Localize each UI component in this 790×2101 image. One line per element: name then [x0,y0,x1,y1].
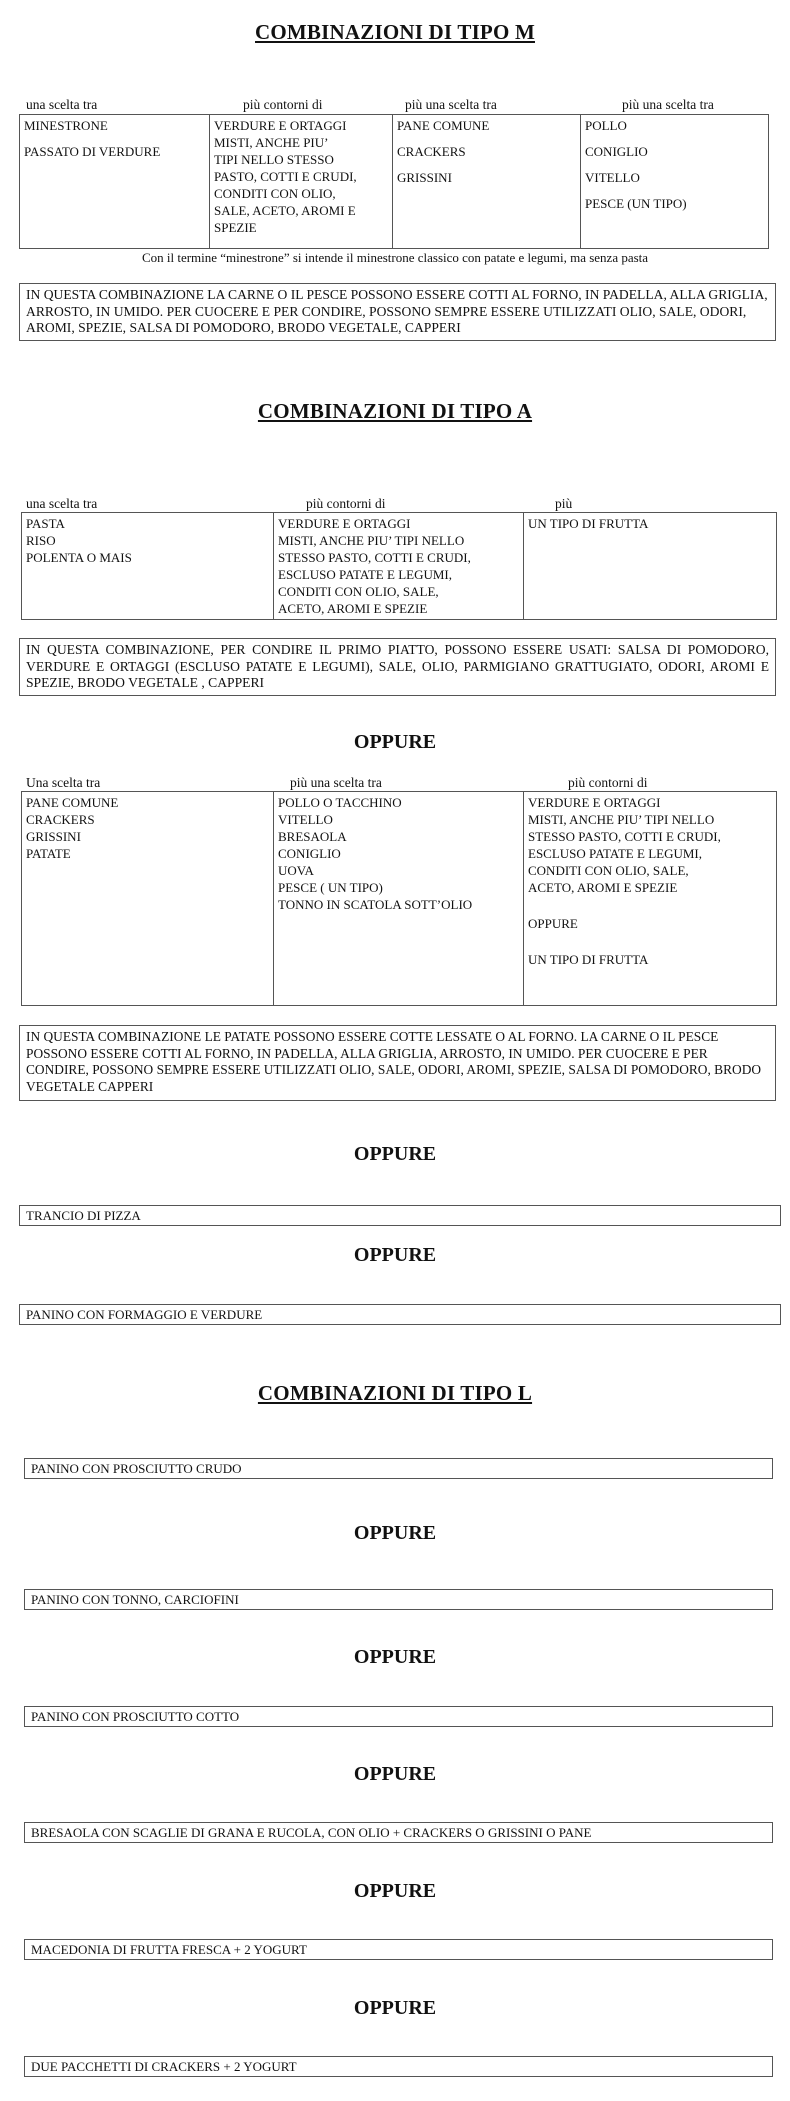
title-tipo-l: COMBINAZIONI DI TIPO L [257,1381,533,1405]
list-item: MISTI, ANCHE PIU’ TIPI NELLO [278,533,465,548]
list-item: CONIGLIO [278,846,341,861]
option-panino-formaggio: PANINO CON FORMAGGIO E VERDURE [19,1304,781,1325]
list-item: CONDITI CON OLIO, SALE, [278,584,439,599]
oppure-heading: OPPURE [353,731,437,753]
list-item: VERDURE E ORTAGGI [528,795,661,810]
cell-col2 [210,115,393,249]
list-item: CONIGLIO [585,144,648,159]
list-item: POLLO [585,118,627,133]
info-box-tipo-a: IN QUESTA COMBINAZIONE, PER CONDIRE IL PRIMO PIATTO, POSSONO ESSERE USATI: SALSA DI POMODORO, VERDURE E ORTAGGI (ESCLUSO PATATE E LEGUMI), SALE, OLIO, PARMIGIANO GRATTUGIATO, ODORI, AROMI E SPEZIE, BRODO VEGETALE , CAPPERI [19,638,776,696]
header-scelta-2: più una scelta tra [405,97,497,112]
header-piu: più [555,496,573,511]
info-box-tipo-m: IN QUESTA COMBINAZIONE LA CARNE O IL PESCE POSSONO ESSERE COTTI AL FORNO, IN PADELLA, ALLA GRIGLIA, ARROSTO, IN UMIDO. PER CUOCERE E PER CONDIRE, POSSONO SEMPRE ESSERE UTILIZZATI OLIO, SALE, ODORI, AROMI, SPEZIE, SALSA DI POMODORO, BRODO VEGETALE, CAPPERI [19,283,776,341]
oppure-heading: OPPURE [353,1646,437,1668]
minestrone-note: Con il termine “minestrone” si intende il minestrone classico con patate e legumi, ma senza pasta [141,250,649,265]
oppure-heading: OPPURE [353,1997,437,2019]
inline-oppure: OPPURE [528,916,578,931]
cell-col1 [22,513,274,620]
header-una-scelta: una scelta tra [26,97,98,112]
option-crackers-yogurt: DUE PACCHETTI DI CRACKERS + 2 YOGURT [24,2056,773,2077]
option-panino-crudo: PANINO CON PROSCIUTTO CRUDO [24,1458,773,1479]
cell-col3 [524,513,777,620]
list-item: POLLO O TACCHINO [278,795,402,810]
cell-col4 [581,115,769,249]
list-item: PANE COMUNE [26,795,119,810]
list-item: VITELLO [278,812,333,827]
title-tipo-a: COMBINAZIONI DI TIPO A [257,399,533,423]
option-panino-tonno: PANINO CON TONNO, CARCIOFINI [24,1589,773,1610]
list-item: ACETO, AROMI E SPEZIE [278,601,428,616]
oppure-heading: OPPURE [353,1763,437,1785]
option-panino-cotto: PANINO CON PROSCIUTTO COTTO [24,1706,773,1727]
header-scelta-2: più una scelta tra [290,775,382,790]
list-item: VERDURE E ORTAGGI [214,118,347,133]
list-item: RISO [26,533,56,548]
list-item: BRESAOLA [278,829,347,844]
cell-col1 [22,792,274,1006]
list-item: PATATE [26,846,71,861]
list-item: PASTA [26,516,65,531]
list-item: PESCE (UN TIPO) [585,196,687,211]
header-una-scelta: una scelta tra [26,496,98,511]
list-item: PASSATO DI VERDURE [24,144,161,159]
list-item: PANE COMUNE [397,118,490,133]
oppure-heading: OPPURE [353,1880,437,1902]
list-item: CONDITI CON OLIO, [214,186,336,201]
list-item: SPEZIE [214,220,257,235]
table-tipo-a-alt [21,791,777,1006]
list-item: CRACKERS [397,144,466,159]
list-item: ESCLUSO PATATE E LEGUMI, [528,846,702,861]
cell-col1 [20,115,210,249]
list-item: VERDURE E ORTAGGI [278,516,411,531]
list-item: CRACKERS [26,812,95,827]
option-macedonia: MACEDONIA DI FRUTTA FRESCA + 2 YOGURT [24,1939,773,1960]
info-box-tipo-a-alt: IN QUESTA COMBINAZIONE LE PATATE POSSONO ESSERE COTTE LESSATE O AL FORNO. LA CARNE O IL PESCE POSSONO ESSERE COTTI AL FORNO, IN PADELLA, ALLA GRIGLIA, ARROSTO, IN UMIDO. PER CUOCERE E PER CONDIRE, POSSONO SEMPRE ESSERE UTILIZZATI OLIO, SALE, ODORI, AROMI, SPEZIE, SALSA DI POMODORO, BRODO VEGETALE CAPPERI [19,1025,776,1101]
oppure-heading: OPPURE [353,1143,437,1165]
header-contorni: più contorni di [243,97,323,112]
header-scelta-3: più una scelta tra [622,97,714,112]
list-item: TIPI NELLO STESSO [214,152,334,167]
list-item: PASTO, COTTI E CRUDI, [214,169,357,184]
oppure-heading: OPPURE [353,1522,437,1544]
list-item: PESCE ( UN TIPO) [278,880,383,895]
title-tipo-m: COMBINAZIONI DI TIPO M [255,20,535,44]
list-item: GRISSINI [26,829,81,844]
header-contorni: più contorni di [568,775,648,790]
table-tipo-a [21,512,777,620]
option-bresaola: BRESAOLA CON SCAGLIE DI GRANA E RUCOLA, CON OLIO + CRACKERS O GRISSINI O PANE [24,1822,773,1843]
list-item: GRISSINI [397,170,452,185]
cell-col3 [393,115,581,249]
list-item: MISTI, ANCHE PIU’ [214,135,329,150]
list-item: STESSO PASTO, COTTI E CRUDI, [278,550,471,565]
option-trancio-pizza: TRANCIO DI PIZZA [19,1205,781,1226]
list-item: SALE, ACETO, AROMI E [214,203,356,218]
table-tipo-m [19,114,769,249]
list-item: ACETO, AROMI E SPEZIE [528,880,678,895]
list-item: UOVA [278,863,314,878]
cell-col3 [524,792,777,1006]
list-item: TONNO IN SCATOLA SOTT’OLIO [278,897,473,912]
list-item: VITELLO [585,170,640,185]
list-item: STESSO PASTO, COTTI E CRUDI, [528,829,721,844]
header-una-scelta: Una scelta tra [26,775,101,790]
oppure-heading: OPPURE [353,1244,437,1266]
cell-col2 [274,792,524,1006]
header-contorni: più contorni di [306,496,386,511]
list-item: POLENTA O MAIS [26,550,132,565]
cell-col2 [274,513,524,620]
list-item: UN TIPO DI FRUTTA [528,516,649,531]
list-item: CONDITI CON OLIO, SALE, [528,863,689,878]
list-item: MINESTRONE [24,118,108,133]
list-item: MISTI, ANCHE PIU’ TIPI NELLO [528,812,715,827]
list-item: UN TIPO DI FRUTTA [528,952,649,967]
list-item: ESCLUSO PATATE E LEGUMI, [278,567,452,582]
